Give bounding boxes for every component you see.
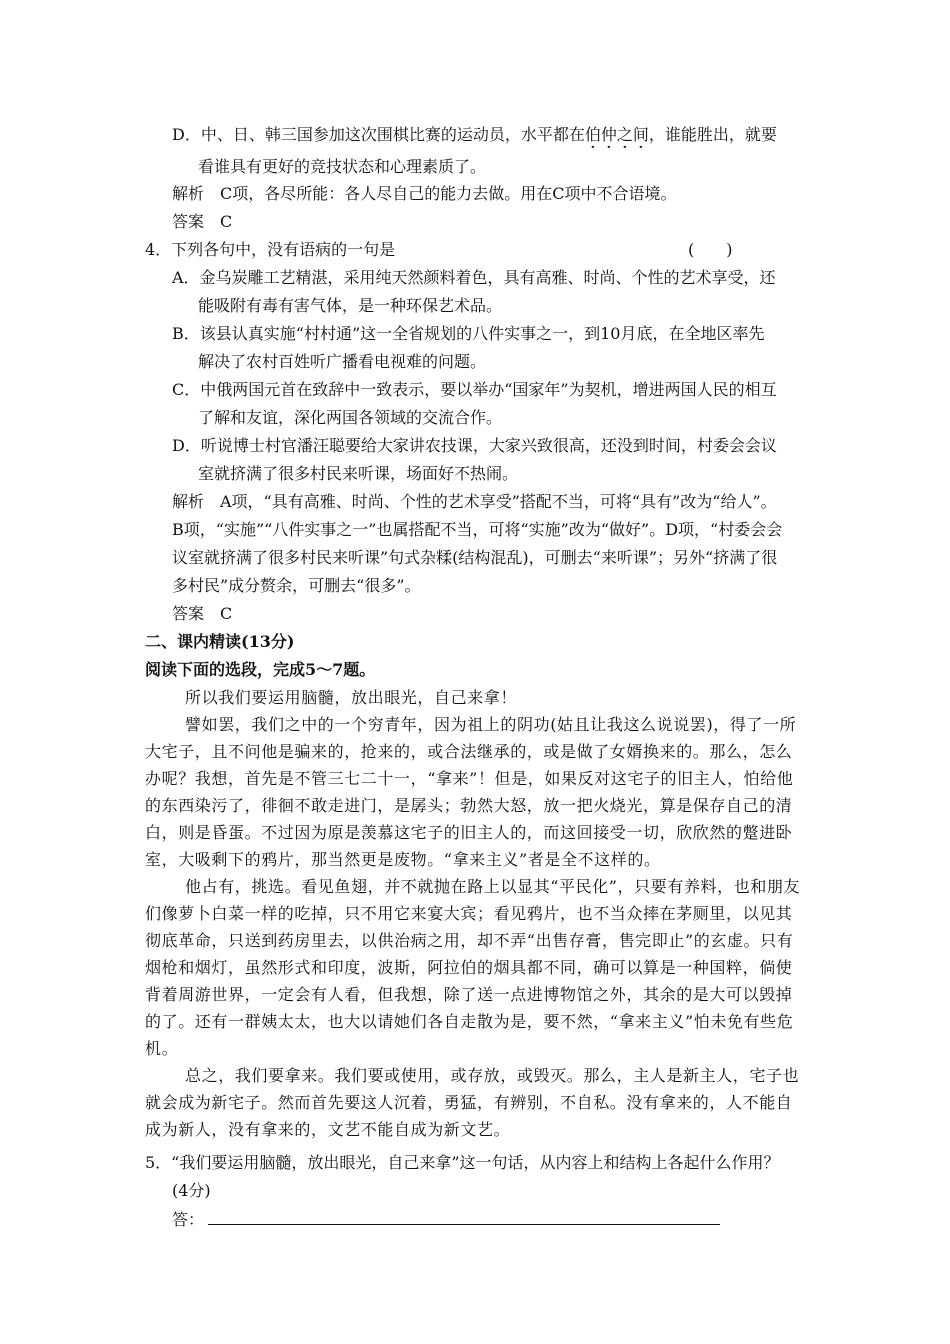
q3-option-d-text-a: D．中、日、韩三国参加这次围棋比赛的运动员，水平都在 <box>172 125 585 144</box>
q4-option-a-line1: A．金乌炭雕工艺精湛，采用纯天然颜料着色，具有高雅、时尚、个性的艺术享受，还 <box>172 268 776 287</box>
q4-option-a-line2: 能吸附有毒有害气体，是一种环保艺术品。 <box>198 296 503 315</box>
section-heading: 二、课内精读(13分) <box>145 632 295 651</box>
q4-answer-paren: ( ) <box>688 240 733 259</box>
q4-analysis-line3: 议室就挤满了很多村民来听课”句式杂糅(结构混乱)，可删去“来听课”；另外“挤满了很 <box>172 548 778 567</box>
passage-line: 的了。还有一群姨太太，也大以请她们各自走散为是，要不然，“拿来主义”怕未免有些危 <box>145 1012 794 1031</box>
passage-line: 就会成为新宅子。然而首先要这人沉着，勇猛，有辨别，不自私。没有拿来的，人不能自 <box>145 1093 793 1112</box>
q3-answer: 答案 C <box>172 212 233 231</box>
q4-analysis-line4: 多村民”成分赘余，可删去“很多”。 <box>172 576 421 595</box>
q4-option-b-line2: 解决了农村百姓听广播看电视难的问题。 <box>198 352 487 371</box>
q4-option-c-line1: C．中俄两国元首在致辞中一致表示，要以举办“国家年”为契机，增进两国人民的相互 <box>172 380 777 399</box>
emphasis-char: 伯 <box>584 125 601 144</box>
q4-option-b-line1: B．该县认真实施“村村通”这一全省规划的八件实事之一，到10月底，在全地区率先 <box>172 324 765 343</box>
q4-option-c-line2: 了解和友谊，深化两国各领域的交流合作。 <box>198 408 503 427</box>
passage-line: 譬如罢，我们之中的一个穷青年，因为祖上的阴功(姑且让我这么说说罢)，得了一所 <box>185 715 797 734</box>
answer-blank-line[interactable] <box>208 1208 720 1225</box>
passage-line: 室，大吸剩下的鸦片，那当然更是废物。“拿来主义”者是全不这样的。 <box>145 850 661 869</box>
emphasis-char: 之 <box>616 125 633 144</box>
passage-line: 机。 <box>145 1039 179 1058</box>
q4-analysis-line1: 解析 A项，“具有高雅、时尚、个性的艺术享受”搭配不当，可将“具有”改为“给人”。 <box>172 492 777 511</box>
q4-answer: 答案 C <box>172 604 233 623</box>
passage-line: 的东西染污了，徘徊不敢走进门，是孱头；勃然大怒，放一把火烧光，算是保存自己的清 <box>145 796 793 815</box>
passage-line: 大宅子，且不问他是骗来的，抢来的，或合法继承的，或是做了女婿换来的。那么，怎么 <box>145 742 793 761</box>
passage-line: 他占有，挑选。看见鱼翅，并不就抛在路上以显其“平民化”，只要有养料，也和朋友 <box>185 877 801 896</box>
passage-line: 烟枪和烟灯，虽然形式和印度，波斯，阿拉伯的烟具都不同，确可以算是一种国粹，倘使 <box>145 958 793 977</box>
passage-line: 们像萝卜白菜一样的吃掉，只不用它来宴大宾；看见鸦片，也不当众摔在茅厕里，以见其 <box>145 904 793 923</box>
emphasis-char: 仲 <box>600 125 617 144</box>
q3-analysis: 解析 C项，各尽所能：各人尽自己的能力去做。用在C项中不合语境。 <box>172 184 677 203</box>
q5-points: (4分) <box>172 1181 211 1200</box>
passage-line: 办呢？我想，首先是不管三七二十一，“拿来”！但是，如果反对这宅子的旧主人，怕给他 <box>145 769 794 788</box>
q4-option-d-line1: D．听说博士村官潘汪聪要给大家讲农技课，大家兴致很高，还没到时间，村委会会议 <box>172 436 777 455</box>
q3-option-d-text-b: ，谁能胜出，就要 <box>648 125 777 144</box>
passage-line: 总之，我们要拿来。我们要或使用，或存放，或毁灭。那么，主人是新主人，宅子也 <box>185 1066 800 1085</box>
passage-line: 成为新人，没有拿来的，文艺不能自成为新文艺。 <box>145 1120 511 1139</box>
q5-stem: 5．“我们要运用脑髓，放出眼光，自己来拿”这一句话，从内容上和结构上各起什么作用？ <box>145 1153 780 1172</box>
q3-option-d-line1 <box>172 124 777 146</box>
q3-option-d-line2: 看谁具有更好的竞技状态和心理素质了。 <box>198 157 487 176</box>
passage-line: 所以我们要运用脑髓，放出眼光，自己来拿！ <box>185 688 518 707</box>
reading-instruction: 阅读下面的选段，完成5～7题。 <box>145 660 376 679</box>
passage-line: 背着周游世界，一定会有人看，但我想，除了送一点进博物馆之外，其余的是大可以毁掉 <box>145 985 793 1004</box>
passage-line: 彻底革命，只送到药房里去，以供治病之用，却不弄“出售存膏，售完即止”的玄虚。只有 <box>145 931 794 950</box>
answer-label: 答： <box>172 1210 205 1229</box>
passage-line: 白，则是昏蛋。不过因为原是羡慕这宅子的旧主人的，而这回接受一切，欣欣然的蹩进卧 <box>145 823 793 842</box>
q5-answer-row <box>172 1208 720 1230</box>
q4-analysis-line2: B项，“实施”“八件实事之一”也属搭配不当，可将“实施”改为“做好”。D项，“村委会会 <box>172 520 783 539</box>
q4-option-d-line2: 室就挤满了很多村民来听课，场面好不热闹。 <box>198 464 519 483</box>
q4-stem: 4．下列各句中，没有语病的一句是 <box>145 240 396 259</box>
emphasis-char: 间 <box>632 125 649 144</box>
